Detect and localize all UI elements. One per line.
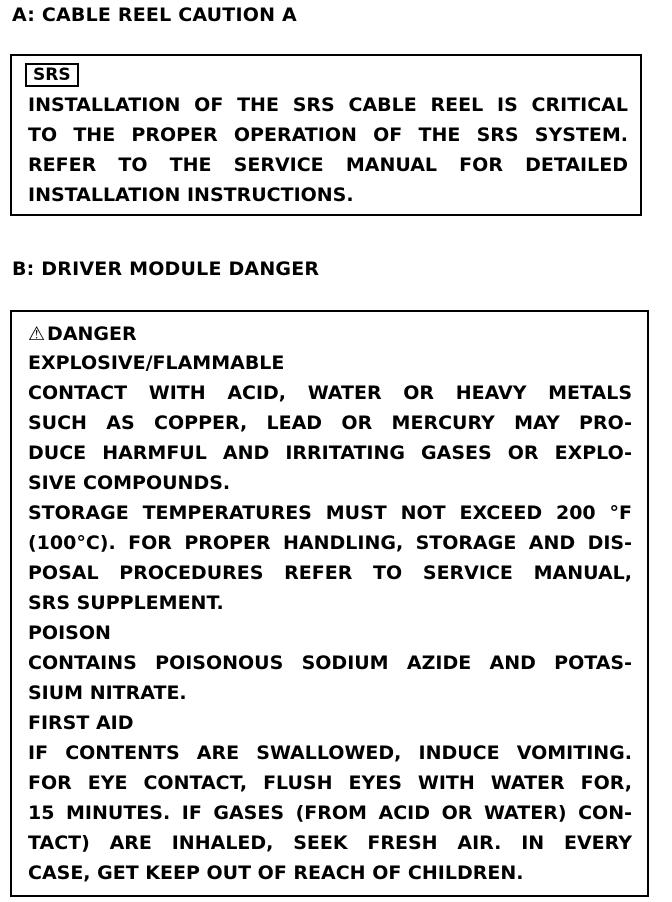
caution-line: TO THE PROPER OPERATION OF THE SRS SYSTEM. — [28, 124, 628, 146]
danger-line: DUCE HARMFUL AND IRRITATING GASES OR EXPLO- — [28, 442, 632, 464]
danger-line: CONTACT WITH ACID, WATER OR HEAVY METALS — [28, 382, 632, 404]
danger-line: CONTAINS POISONOUS SODIUM AZIDE AND POTAS- — [28, 652, 632, 674]
danger-line: SIVE COMPOUNDS. — [28, 472, 231, 494]
danger-line: CASE, GET KEEP OUT OF REACH OF CHILDREN. — [28, 862, 524, 884]
section-a-heading: A: CABLE REEL CAUTION A — [12, 4, 297, 26]
caution-line: INSTALLATION OF THE SRS CABLE REEL IS CRITICAL — [28, 94, 628, 116]
warning-triangle-icon: ⚠ — [28, 323, 46, 345]
cable-reel-caution-label — [10, 54, 642, 216]
danger-line: FIRST AID — [28, 712, 134, 734]
danger-title-text: DANGER — [47, 323, 137, 345]
danger-line: SUCH AS COPPER, LEAD OR MERCURY MAY PRO- — [28, 412, 632, 434]
srs-badge: SRS — [25, 63, 79, 87]
danger-line: 15 MINUTES. IF GASES (FROM ACID OR WATER) CON- — [28, 802, 632, 824]
danger-line: (100°C). FOR PROPER HANDLING, STORAGE AND DIS- — [28, 532, 632, 554]
section-b-heading: B: DRIVER MODULE DANGER — [12, 258, 320, 280]
danger-line: STORAGE TEMPERATURES MUST NOT EXCEED 200 °F — [28, 502, 632, 524]
danger-line: SIUM NITRATE. — [28, 682, 187, 704]
danger-title — [28, 320, 137, 348]
danger-line: EXPLOSIVE/FLAMMABLE — [28, 352, 285, 374]
danger-line: FOR EYE CONTACT, FLUSH EYES WITH WATER FOR, — [28, 772, 632, 794]
danger-line: IF CONTENTS ARE SWALLOWED, INDUCE VOMITING. — [28, 742, 632, 764]
danger-line: POSAL PROCEDURES REFER TO SERVICE MANUAL, — [28, 562, 632, 584]
danger-line: TACT) ARE INHALED, SEEK FRESH AIR. IN EVERY — [28, 832, 632, 854]
caution-line: INSTALLATION INSTRUCTIONS. — [28, 184, 354, 206]
caution-line: REFER TO THE SERVICE MANUAL FOR DETAILED — [28, 154, 628, 176]
driver-module-danger-label — [10, 310, 649, 897]
danger-line: SRS SUPPLEMENT. — [28, 592, 224, 614]
danger-line: POISON — [28, 622, 111, 644]
